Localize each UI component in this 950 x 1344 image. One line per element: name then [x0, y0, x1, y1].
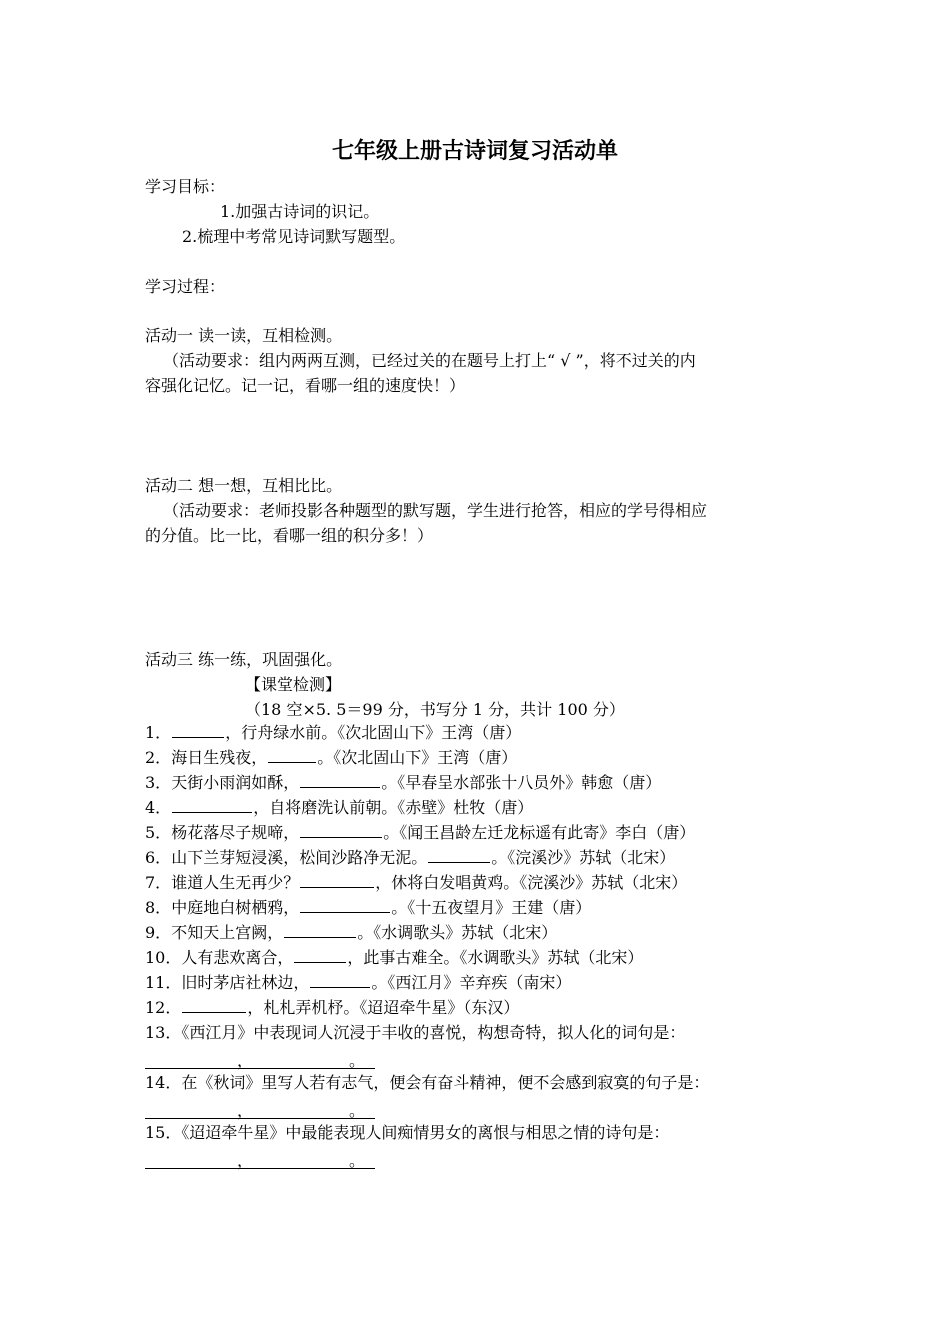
question-prefix: 杨花落尽子规啼，: [171, 823, 300, 842]
answer-blank[interactable]: [145, 1150, 237, 1169]
question-row: [145, 872, 687, 894]
activity1-requirement: （活动要求：组内两两互测，已经过关的在题号上打上“ √ ”，将不过关的内: [163, 351, 696, 370]
answer-period: 。: [349, 1150, 375, 1169]
answer-blank[interactable]: [145, 1050, 237, 1069]
answer-blank[interactable]: [172, 723, 224, 738]
answer-comma: ，: [237, 1051, 254, 1070]
question-suffix: 。《早春呈水部张十八员外》韩愈（唐）: [381, 773, 662, 792]
activity3-heading: 活动三 练一练，巩固强化。: [145, 650, 343, 669]
activity2-requirement: （活动要求：老师投影各种题型的默写题，学生进行抢答，相应的学号得相应: [163, 501, 708, 520]
question-number: 5．: [145, 823, 172, 842]
answer-blank[interactable]: [300, 823, 382, 838]
answer-blank[interactable]: [284, 923, 356, 938]
question-suffix: 。《浣溪沙》苏轼（北宋）: [491, 848, 676, 867]
question-prefix: 中庭地白树栖鸦，: [171, 898, 300, 917]
answer-line[interactable]: [145, 1097, 375, 1119]
question-prefix: 不知天上宫阙，: [171, 923, 284, 942]
question-suffix: 。《闻王昌龄左迁龙标遥有此寄》李白（唐）: [383, 823, 696, 842]
question-row: [145, 722, 521, 744]
question-prefix: 旧时茅店社林边，: [181, 973, 310, 992]
answer-period: 。: [349, 1050, 375, 1069]
question-number: 7．: [145, 873, 172, 892]
process-heading: 学习过程：: [145, 277, 226, 296]
answer-blank[interactable]: [253, 1150, 349, 1169]
answer-comma: ，: [237, 1101, 254, 1120]
answer-blank[interactable]: [253, 1100, 349, 1119]
question-number: 8．: [145, 898, 172, 917]
answer-line[interactable]: [145, 1147, 375, 1169]
question-number: 4．: [145, 798, 172, 817]
long-question-text: 13．《西江月》中表现词人沉浸于丰收的喜悦，构想奇特，拟人化的词句是：: [145, 1023, 686, 1042]
question-row: [145, 922, 557, 944]
answer-blank[interactable]: [172, 798, 252, 813]
question-number: 10．: [145, 948, 182, 967]
question-suffix: 。《十五夜望月》王建（唐）: [391, 898, 592, 917]
question-number: 2．: [145, 748, 172, 767]
question-prefix: 海日生残夜，: [171, 748, 268, 767]
answer-blank[interactable]: [145, 1100, 237, 1119]
classroom-check-title: 【课堂检测】: [245, 675, 342, 694]
question-row: [145, 847, 675, 869]
answer-blank[interactable]: [300, 873, 374, 888]
question-suffix: 。《水调歌头》苏轼（北宋）: [357, 923, 558, 942]
question-number: 11．: [145, 973, 182, 992]
question-prefix: 天街小雨润如酥，: [171, 773, 300, 792]
answer-blank[interactable]: [294, 948, 346, 963]
answer-comma: ，: [237, 1151, 254, 1170]
score-note: （18 空×5. 5＝99 分，书写分 1 分，共计 100 分）: [245, 700, 625, 719]
activity2-heading: 活动二 想一想，互相比比。: [145, 476, 343, 495]
answer-blank[interactable]: [268, 748, 316, 763]
question-suffix: ，行舟绿水前。《次北固山下》王湾（唐）: [225, 723, 522, 742]
goals-heading: 学习目标：: [145, 177, 226, 196]
answer-blank[interactable]: [428, 848, 490, 863]
answer-blank[interactable]: [300, 773, 380, 788]
answer-period: 。: [349, 1100, 375, 1119]
question-prefix: 人有悲欢离合，: [181, 948, 294, 967]
question-prefix: 谁道人生无再少？: [171, 873, 300, 892]
goal-item-1: 1.加强古诗词的识记。: [220, 202, 380, 221]
goal-item-2: 2.梳理中考常见诗词默写题型。: [182, 227, 406, 246]
question-suffix: ，休将白发唱黄鸡。《浣溪沙》苏轼（北宋）: [375, 873, 688, 892]
activity1-heading: 活动一 读一读，互相检测。: [145, 326, 343, 345]
question-number: 6．: [145, 848, 172, 867]
page-title: 七年级上册古诗词复习活动单: [331, 138, 618, 164]
question-number: 3．: [145, 773, 172, 792]
question-row: [145, 822, 695, 844]
question-suffix: 。《次北固山下》王湾（唐）: [317, 748, 518, 767]
long-question-text: 15．《迢迢牵牛星》中最能表现人间痴情男女的离恨与相思之情的诗句是：: [145, 1123, 670, 1142]
question-row: [145, 972, 571, 994]
question-row: [145, 897, 591, 919]
long-question-text: 14．在《秋词》里写人若有志气，便会有奋斗精神，便不会感到寂寞的句子是：: [145, 1073, 710, 1092]
activity2-requirement-cont: 的分值。比一比，看哪一组的积分多！）: [145, 526, 434, 545]
question-row: [145, 997, 519, 1019]
answer-line[interactable]: [145, 1047, 375, 1069]
question-row: [145, 747, 517, 769]
question-suffix: ，此事古难全。《水调歌头》苏轼（北宋）: [347, 948, 644, 967]
answer-blank[interactable]: [253, 1050, 349, 1069]
question-row: [145, 947, 643, 969]
answer-blank[interactable]: [182, 998, 246, 1013]
question-number: 9．: [145, 923, 172, 942]
question-suffix: 。《西江月》辛弃疾（南宋）: [371, 973, 572, 992]
question-row: [145, 797, 533, 819]
question-prefix: 山下兰芽短浸溪，松间沙路净无泥。: [171, 848, 428, 867]
question-suffix: ，札札弄机杼。《迢迢牵牛星》（东汉）: [247, 998, 520, 1017]
question-number: 12．: [145, 998, 182, 1017]
activity1-requirement-cont: 容强化记忆。记一记，看哪一组的速度快！）: [145, 376, 466, 395]
answer-blank[interactable]: [300, 898, 390, 913]
question-suffix: ，自将磨洗认前朝。《赤壁》杜牧（唐）: [253, 798, 534, 817]
question-row: [145, 772, 661, 794]
answer-blank[interactable]: [310, 973, 370, 988]
question-number: 1．: [145, 723, 172, 742]
